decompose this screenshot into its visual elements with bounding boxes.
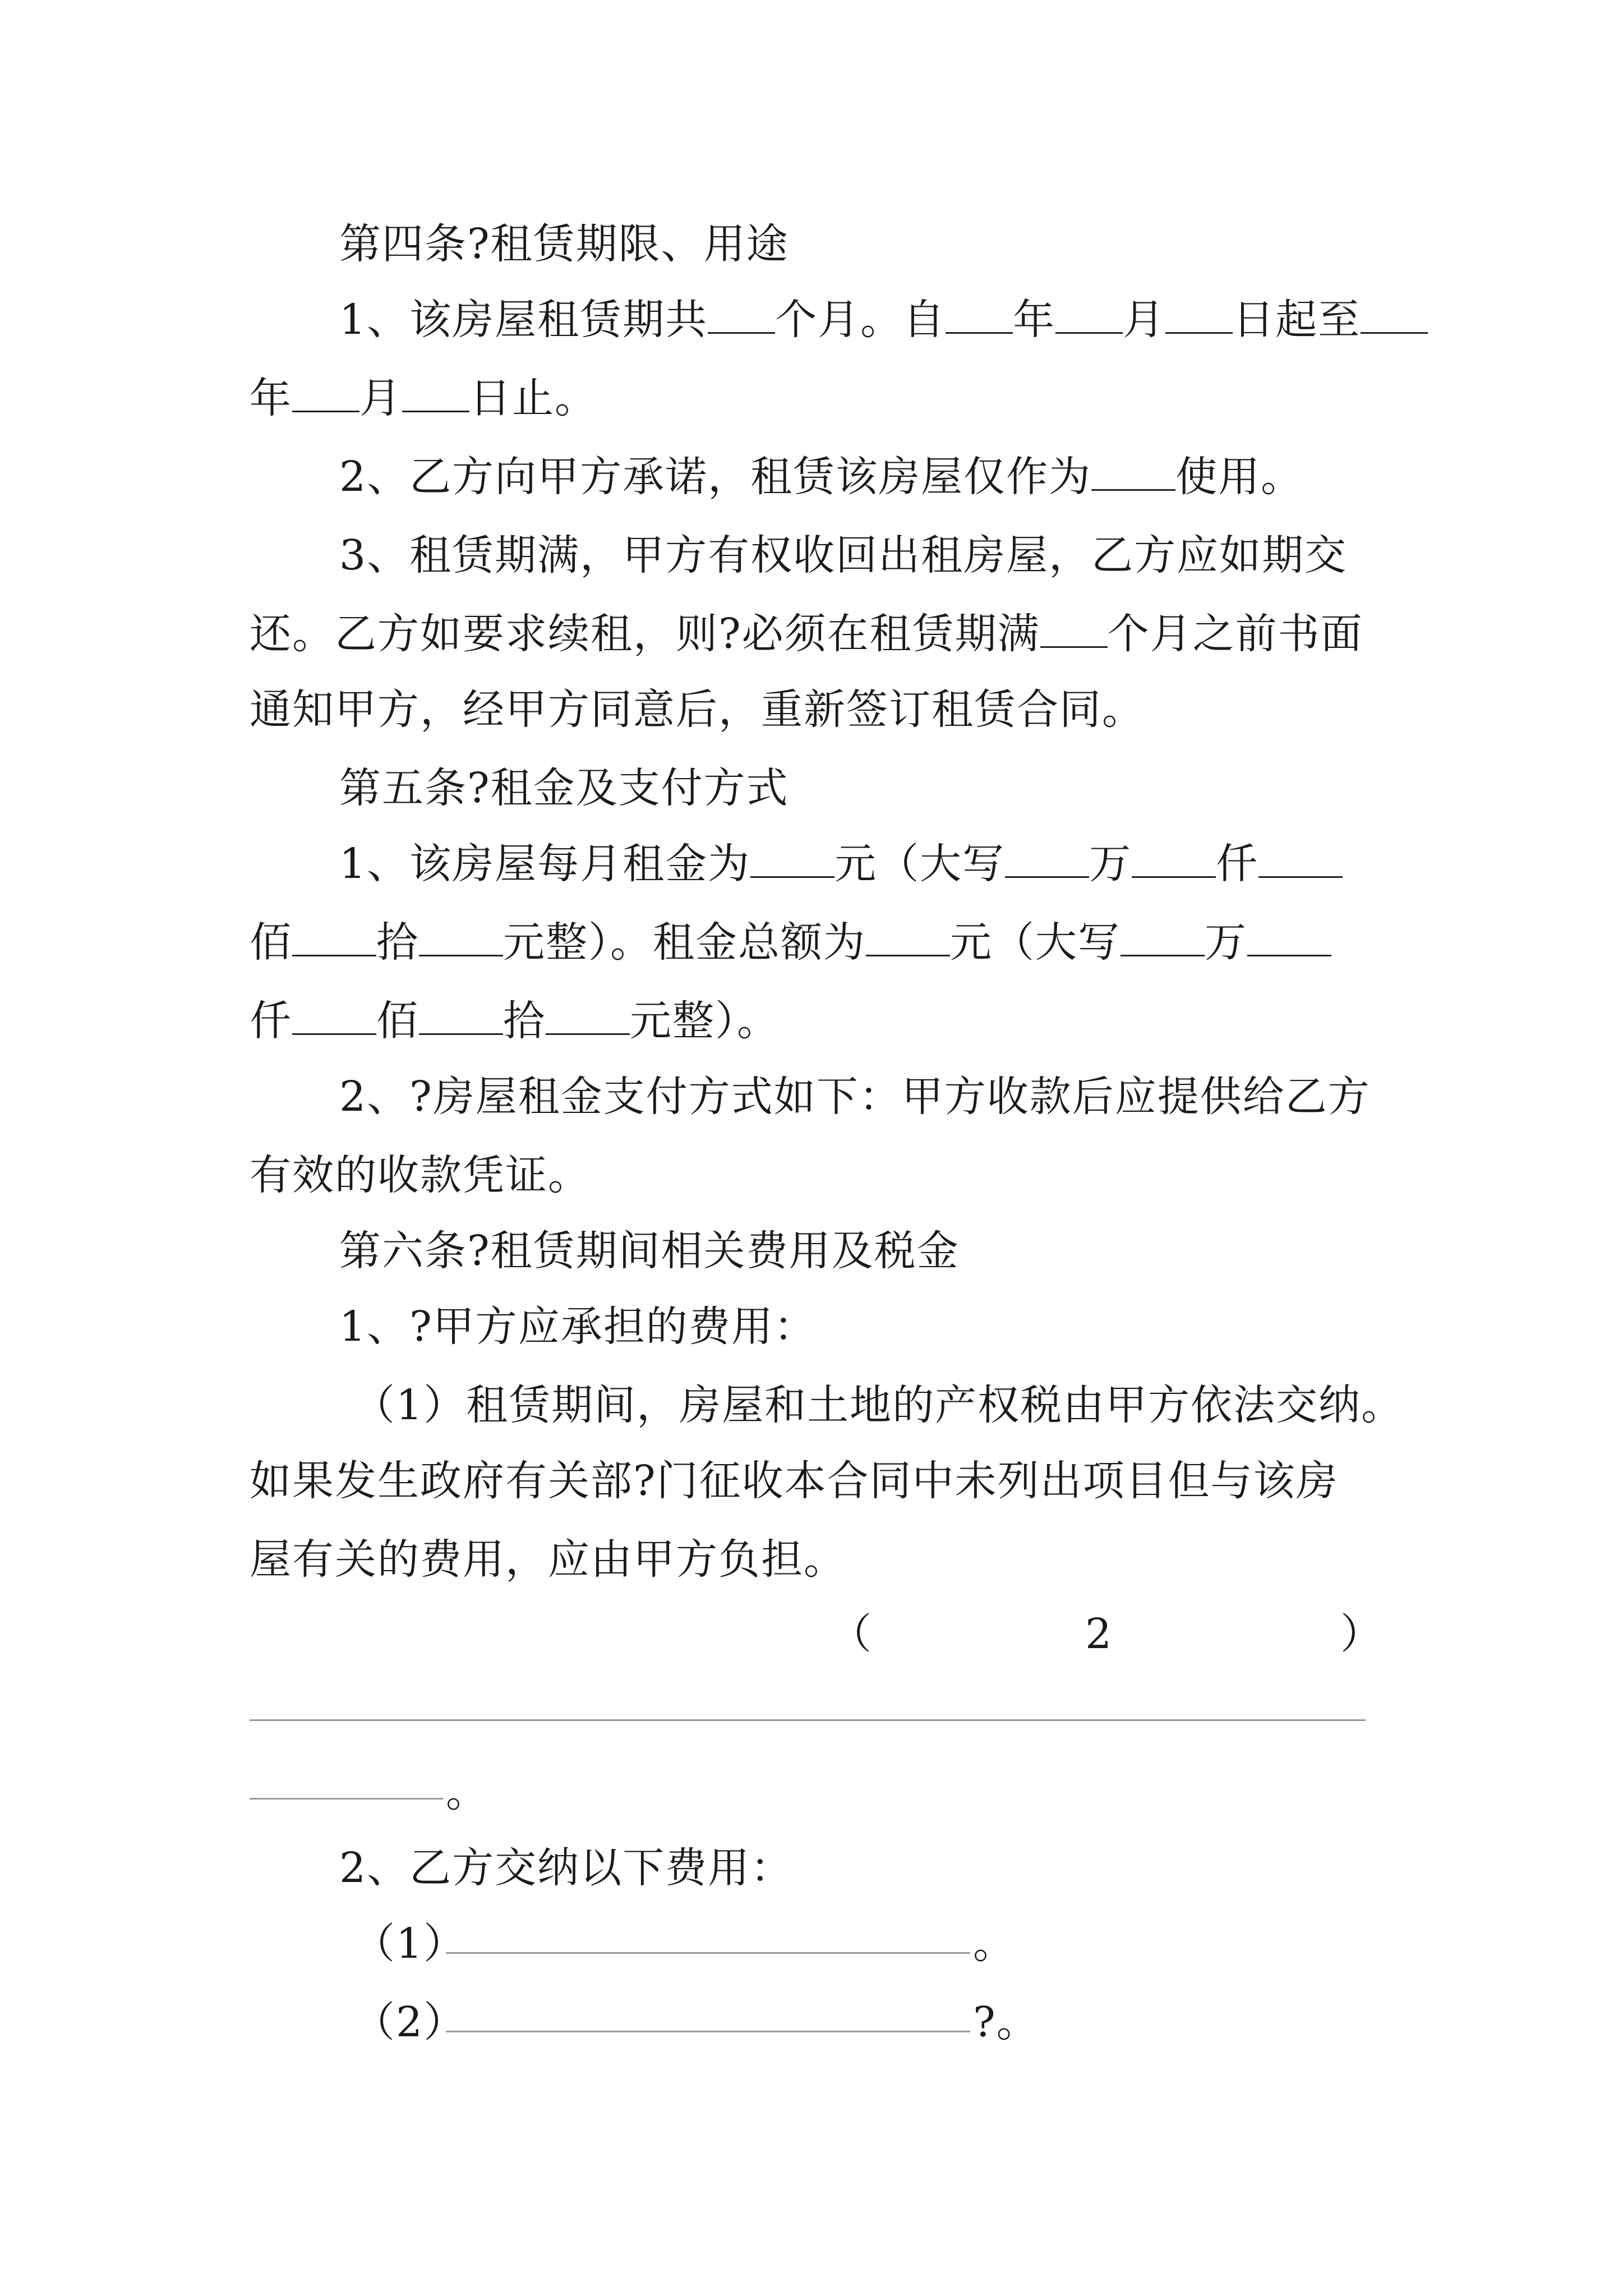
fee2-end: ?。 bbox=[973, 1998, 1039, 2046]
article6-item1 bbox=[339, 1290, 817, 1363]
text: 如果发生政府有关部?门征收本合同中未列出项目但与该房 bbox=[250, 1457, 1339, 1505]
blank-field bbox=[866, 921, 950, 956]
blank-field bbox=[1247, 921, 1331, 956]
sub2-short-blank-rule bbox=[250, 1798, 443, 1800]
blank-field bbox=[946, 298, 1013, 334]
fee2-blank-rule bbox=[446, 2031, 970, 2032]
sub2-paren-close: ） bbox=[1340, 1610, 1382, 1658]
blank-field bbox=[1121, 921, 1205, 956]
article4-item1-line1 bbox=[339, 283, 1428, 356]
text: 2、乙方交纳以下费用： bbox=[339, 1844, 794, 1892]
blank-field bbox=[546, 1000, 630, 1035]
blank-field bbox=[292, 1000, 376, 1035]
blank-field bbox=[419, 921, 503, 956]
article5-title-text: 第五条?租金及支付方式 bbox=[339, 764, 789, 812]
text: 个月之前书面 bbox=[1107, 610, 1363, 658]
blank-field bbox=[708, 298, 775, 334]
text: 2、乙方向甲方承诺，租赁该房屋仅作为 bbox=[339, 453, 1092, 501]
blank-field bbox=[1132, 843, 1216, 878]
fee1-end: 。 bbox=[973, 1920, 1016, 1968]
text: 元（大写 bbox=[834, 840, 1006, 888]
text: 万 bbox=[1089, 840, 1132, 888]
article4-item1-line2 bbox=[250, 362, 597, 435]
text: 元整）。 bbox=[630, 997, 780, 1045]
text: 佰 bbox=[376, 997, 419, 1045]
article5-item2-line1 bbox=[339, 1060, 1371, 1133]
text: 拾 bbox=[376, 918, 419, 967]
article6-sub1-line3 bbox=[250, 1523, 846, 1596]
blank-field bbox=[1040, 613, 1108, 648]
text: 1、该房屋每月租金为 bbox=[339, 840, 751, 888]
text: 拾 bbox=[503, 997, 546, 1045]
text: 2、?房屋租金支付方式如下：甲方收款后应提供给乙方 bbox=[339, 1073, 1371, 1121]
article4-title-text: 第四条?租赁期限、用途 bbox=[339, 220, 789, 268]
text: 年 bbox=[1013, 296, 1056, 344]
blank-field bbox=[1005, 843, 1089, 878]
blank-field bbox=[750, 843, 834, 878]
text: 元整）。租金总额为 bbox=[503, 918, 866, 967]
text: 还。乙方如要求续租，则?必须在租赁期满 bbox=[250, 610, 1040, 658]
text: 屋有关的费用，应由甲方负担。 bbox=[250, 1535, 846, 1584]
article5-item2-line2 bbox=[250, 1139, 591, 1212]
article6-sub1-line1 bbox=[353, 1369, 1404, 1442]
blank-field bbox=[1361, 298, 1428, 334]
blank-field bbox=[292, 921, 376, 956]
article5-item1-line1 bbox=[339, 827, 1343, 900]
blank-field bbox=[1165, 298, 1233, 334]
text: 年 bbox=[250, 374, 292, 422]
text: 有效的收款凭证。 bbox=[250, 1151, 591, 1199]
sub2-paren-open: （ bbox=[830, 1610, 872, 1658]
sub2-number: 2 bbox=[1085, 1610, 1112, 1658]
sub2-long-blank-rule bbox=[250, 1719, 1366, 1721]
text: 月 bbox=[1123, 296, 1166, 344]
article5-item1-line2 bbox=[250, 906, 1331, 979]
article6-title bbox=[339, 1214, 960, 1287]
text: （1）租赁期间，房屋和土地的产权税由甲方依法交纳。 bbox=[353, 1381, 1404, 1429]
text: 1、?甲方应承担的费用： bbox=[339, 1303, 817, 1351]
text: 日止。 bbox=[469, 374, 597, 422]
blank-field bbox=[292, 377, 359, 412]
blank-field bbox=[1258, 843, 1343, 878]
text: 佰 bbox=[250, 918, 292, 967]
article4-title bbox=[339, 208, 789, 280]
article4-item3-line1 bbox=[339, 519, 1347, 592]
article5-title bbox=[339, 752, 789, 825]
fee2-label: （2） bbox=[353, 1998, 467, 2046]
text: 通知甲方，经甲方同意后，重新签订租赁合同。 bbox=[250, 685, 1145, 734]
blank-field bbox=[1091, 455, 1175, 491]
text: 月 bbox=[359, 374, 402, 422]
article6-item2 bbox=[339, 1832, 793, 1904]
article4-item3-line2 bbox=[250, 597, 1363, 670]
article5-item1-line3 bbox=[250, 984, 780, 1057]
text: 3、租赁期满，甲方有权收回出租房屋，乙方应如期交 bbox=[339, 531, 1348, 579]
fee1-blank-rule bbox=[446, 1952, 970, 1954]
text: 使用。 bbox=[1175, 453, 1304, 501]
fee1-label: （1） bbox=[353, 1920, 467, 1968]
text: 元（大写 bbox=[950, 918, 1121, 967]
blank-field bbox=[1055, 298, 1123, 334]
text: 1、该房屋租赁期共 bbox=[339, 296, 708, 344]
text: 日起至 bbox=[1233, 296, 1361, 344]
article4-item2 bbox=[339, 440, 1303, 513]
article4-item3-line3 bbox=[250, 673, 1145, 746]
article6-title-text: 第六条?租赁期间相关费用及税金 bbox=[339, 1227, 960, 1275]
sub2-end-mark: 。 bbox=[446, 1768, 488, 1816]
blank-field bbox=[402, 377, 469, 412]
text: 仟 bbox=[1216, 840, 1259, 888]
text: 万 bbox=[1205, 918, 1247, 967]
text: 仟 bbox=[250, 997, 292, 1045]
blank-field bbox=[419, 1000, 503, 1035]
article6-sub1-line2 bbox=[250, 1444, 1339, 1517]
text: 个月。自 bbox=[775, 296, 946, 344]
